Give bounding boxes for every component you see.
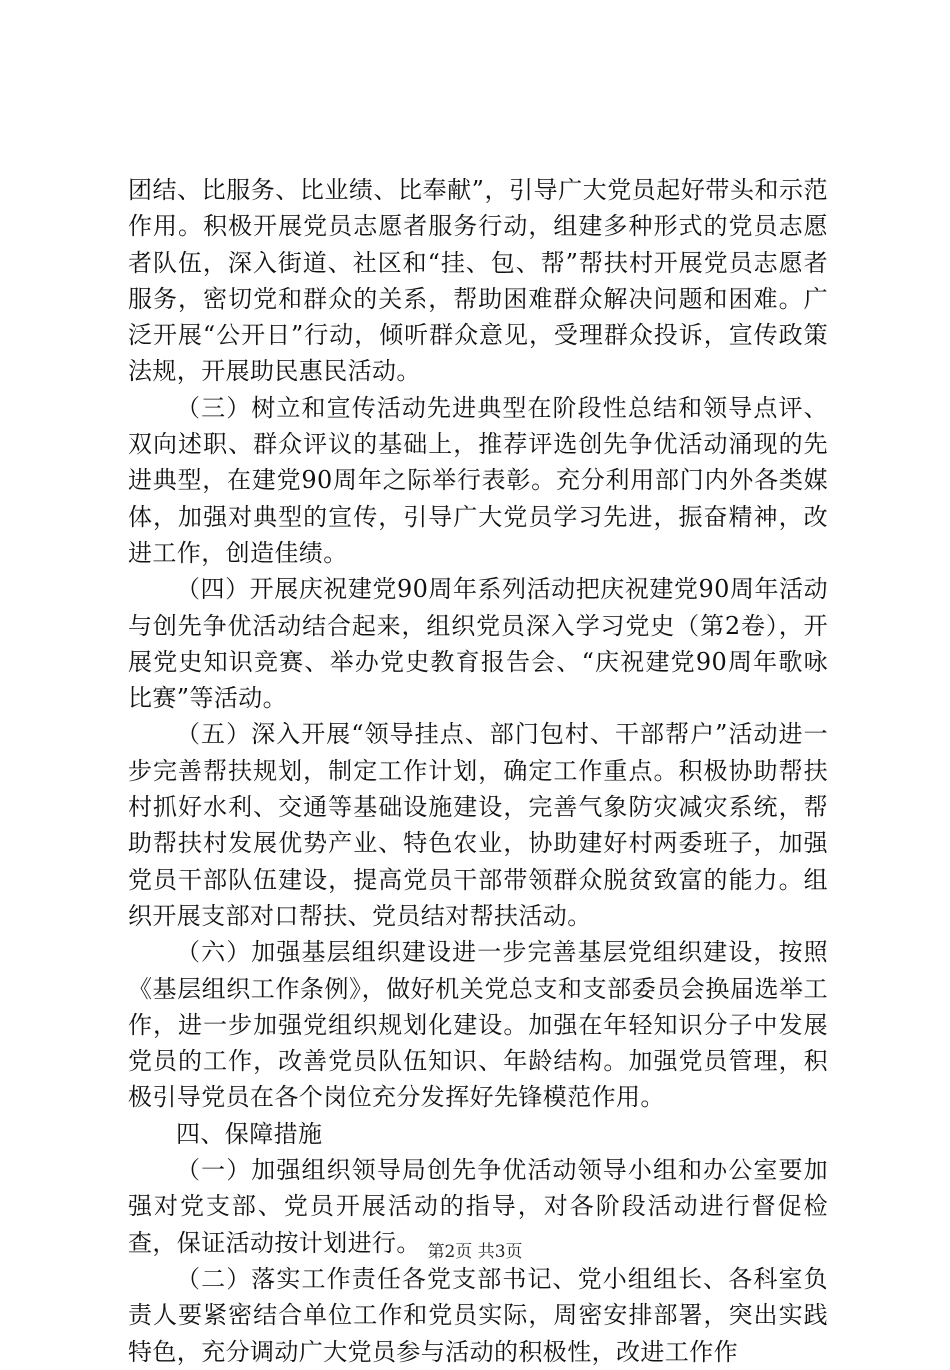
page-number-footer: 第2页 共3页 (427, 1242, 523, 1262)
body-paragraph: （五）深入开展“领导挂点、部门包村、干部帮户”活动进一步完善帮扶规划，制定工作计划，确定工作重点。积极协助帮扶村抓好水利、交通等基础设施建设，完善气象防灾减灾系统，帮助帮扶村发展优势产业、特色农业，协助建好村两委班子，加强党员干部队伍建设，提高党员干部带领群众脱贫致富的能力。组织开展支部对口帮扶、党员结对帮扶活动。 (128, 720, 828, 930)
body-paragraph: （三）树立和宣传活动先进典型在阶段性总结和领导点评、双向述职、群众评议的基础上，推荐评选创先争优活动涌现的先进典型，在建党90周年之际举行表彰。充分利用部门内外各类媒体，加强对典型的宣传，引导广大党员学习先进，振奋精神，改进工作，创造佳绩。 (128, 393, 828, 567)
body-paragraph: 团结、比服务、比业绩、比奉献”，引导广大党员起好带头和示范作用。积极开展党员志愿者服务行动，组建多种形式的党员志愿者队伍，深入街道、社区和“挂、包、帮”帮扶村开展党员志愿者服务，密切党和群众的关系，帮助困难群众解决问题和困难。广泛开展“公开日”行动，倾听群众意见，受理群众投诉，宣传政策法规，开展助民惠民活动。 (128, 176, 828, 386)
section-heading: 四、保障措施 (176, 1119, 323, 1148)
body-paragraph: （二）落实工作责任各党支部书记、党小组组长、各科室负责人要紧密结合单位工作和党员实际，周密安排部署，突出实践特色，充分调动广大党员参与活动的积极性，改进工作作 (128, 1264, 828, 1366)
body-paragraph: （六）加强基层组织建设进一步完善基层党组织建设，按照《基层组织工作条例》，做好机关党总支和支部委员会换届选举工作，进一步加强党组织规划化建设。加强在年轻知识分子中发展党员的工作，改善党员队伍知识、年龄结构。加强党员管理，积极引导党员在各个岗位充分发挥好先锋模范作用。 (128, 938, 828, 1112)
body-paragraph: （四）开展庆祝建党90周年系列活动把庆祝建党90周年活动与创先争优活动结合起来，组织党员深入学习党史（第2卷），开展党史知识竞赛、举办党史教育报告会、“庆祝建党90周年歌咏比赛”等活动。 (128, 575, 828, 713)
body-paragraph: （一）加强组织领导局创先争优活动领导小组和办公室要加强对党支部、党员开展活动的指导，对各阶段活动进行督促检查，保证活动按计划进行。 (128, 1156, 828, 1257)
document-body (128, 172, 828, 1370)
